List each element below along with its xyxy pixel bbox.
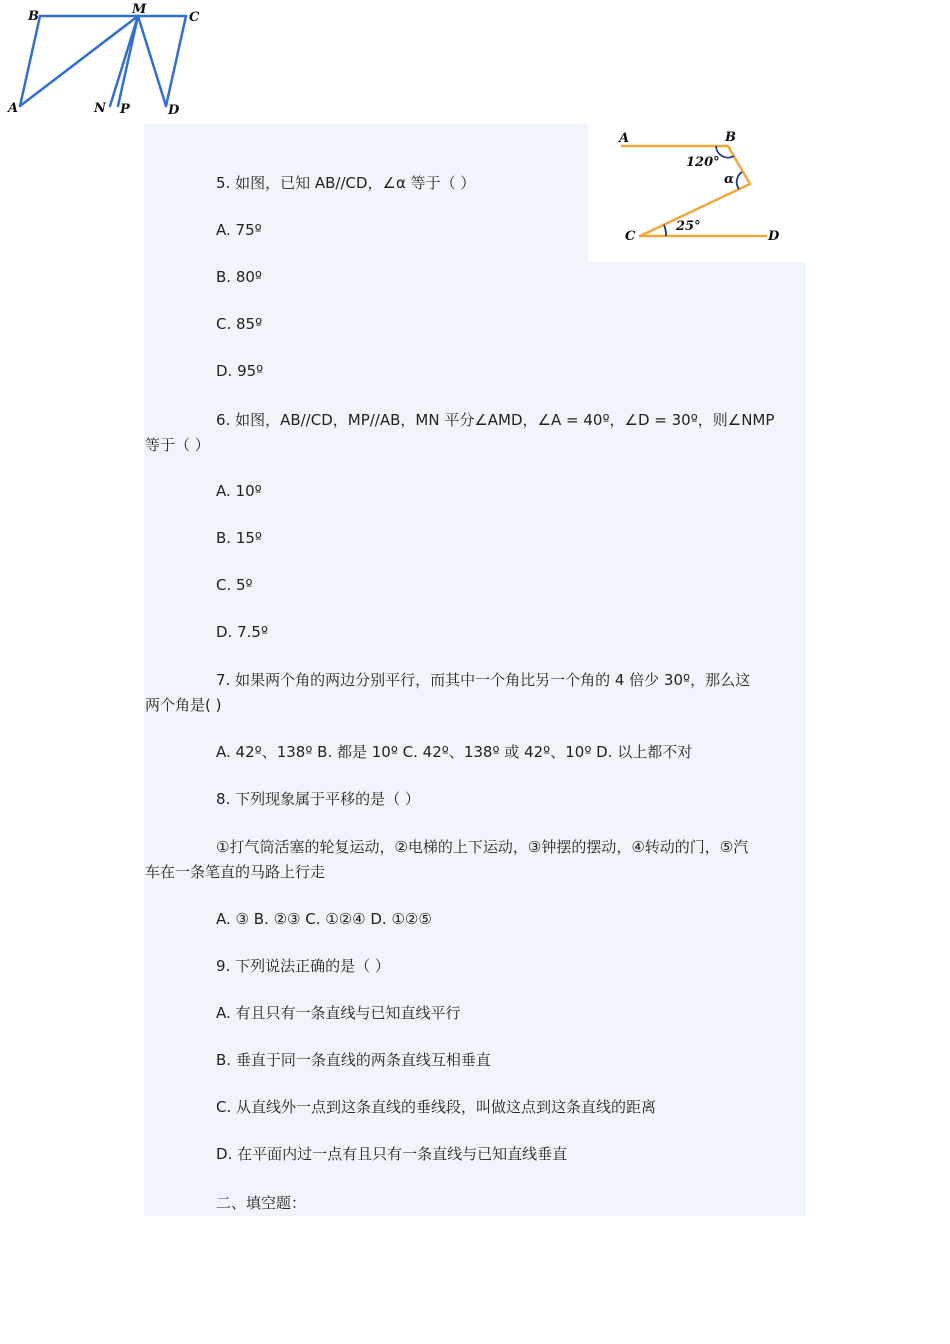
q9-option-d: D. 在平面内过一点有且只有一条直线与已知直线垂直 bbox=[216, 1145, 568, 1163]
label-b: B bbox=[28, 9, 39, 24]
label-c: C bbox=[189, 10, 200, 25]
q5-option-c: C. 85º bbox=[216, 315, 263, 333]
alpha-label: α bbox=[724, 172, 735, 187]
q6-option-b: B. 15º bbox=[216, 529, 262, 547]
content-background bbox=[144, 262, 806, 1216]
label-c: C bbox=[625, 229, 636, 244]
q8-items-cont: 车在一条笔直的马路上行走 bbox=[145, 863, 326, 881]
label-b: B bbox=[725, 130, 736, 145]
label-a: A bbox=[619, 131, 630, 146]
q8-options: A. ③ B. ②③ C. ①②④ D. ①②⑤ bbox=[216, 910, 432, 928]
q9-stem: 9. 下列说法正确的是（ ） bbox=[216, 957, 390, 975]
figure-trapezoid-diagram bbox=[0, 0, 210, 122]
q9-option-a: A. 有且只有一条直线与已知直线平行 bbox=[216, 1004, 461, 1022]
q7-stem-cont: 两个角是( ) bbox=[145, 696, 222, 714]
q6-option-a: A. 10º bbox=[216, 482, 262, 500]
q6-option-c: C. 5º bbox=[216, 576, 253, 594]
q5-option-a: A. 75º bbox=[216, 221, 262, 239]
q5-option-b: B. 80º bbox=[216, 268, 262, 286]
label-a: A bbox=[8, 101, 19, 116]
q6-stem-cont: 等于（ ） bbox=[145, 436, 210, 454]
q6-stem: 6. 如图，AB//CD，MP//AB，MN 平分∠AMD，∠A = 40º，∠D = 30º，则∠NMP bbox=[216, 411, 775, 429]
q8-items: ①打气筒活塞的轮复运动，②电梯的上下运动，③钟摆的摆动，④转动的门，⑤汽 bbox=[216, 838, 749, 856]
q7-options: A. 42º、138º B. 都是 10º C. 42º、138º 或 42º、10º D. 以上都不对 bbox=[216, 743, 693, 761]
label-p: P bbox=[120, 102, 130, 117]
section-heading-fill-in: 二、填空题： bbox=[216, 1194, 307, 1212]
q8-stem: 8. 下列现象属于平移的是（ ） bbox=[216, 790, 420, 808]
angle-25-label: 25° bbox=[676, 219, 701, 234]
q5-stem: 5. 如图，已知 AB//CD，∠α 等于（ ） bbox=[216, 174, 476, 192]
q9-option-c: C. 从直线外一点到这条直线的垂线段，叫做这点到这条直线的距离 bbox=[216, 1098, 657, 1116]
q7-stem: 7. 如果两个角的两边分别平行，而其中一个角比另一个角的 4 倍少 30º，那么这 bbox=[216, 671, 751, 689]
label-m: M bbox=[132, 2, 147, 17]
figure-parallel-angle-diagram bbox=[588, 124, 806, 262]
label-d: D bbox=[768, 229, 780, 244]
label-n: N bbox=[94, 101, 106, 116]
q5-option-d: D. 95º bbox=[216, 362, 264, 380]
q6-option-d: D. 7.5º bbox=[216, 623, 269, 641]
q9-option-b: B. 垂直于同一条直线的两条直线互相垂直 bbox=[216, 1051, 491, 1069]
label-d: D bbox=[168, 103, 180, 118]
content-background-top bbox=[144, 124, 588, 264]
angle-120-label: 120° bbox=[686, 155, 720, 170]
